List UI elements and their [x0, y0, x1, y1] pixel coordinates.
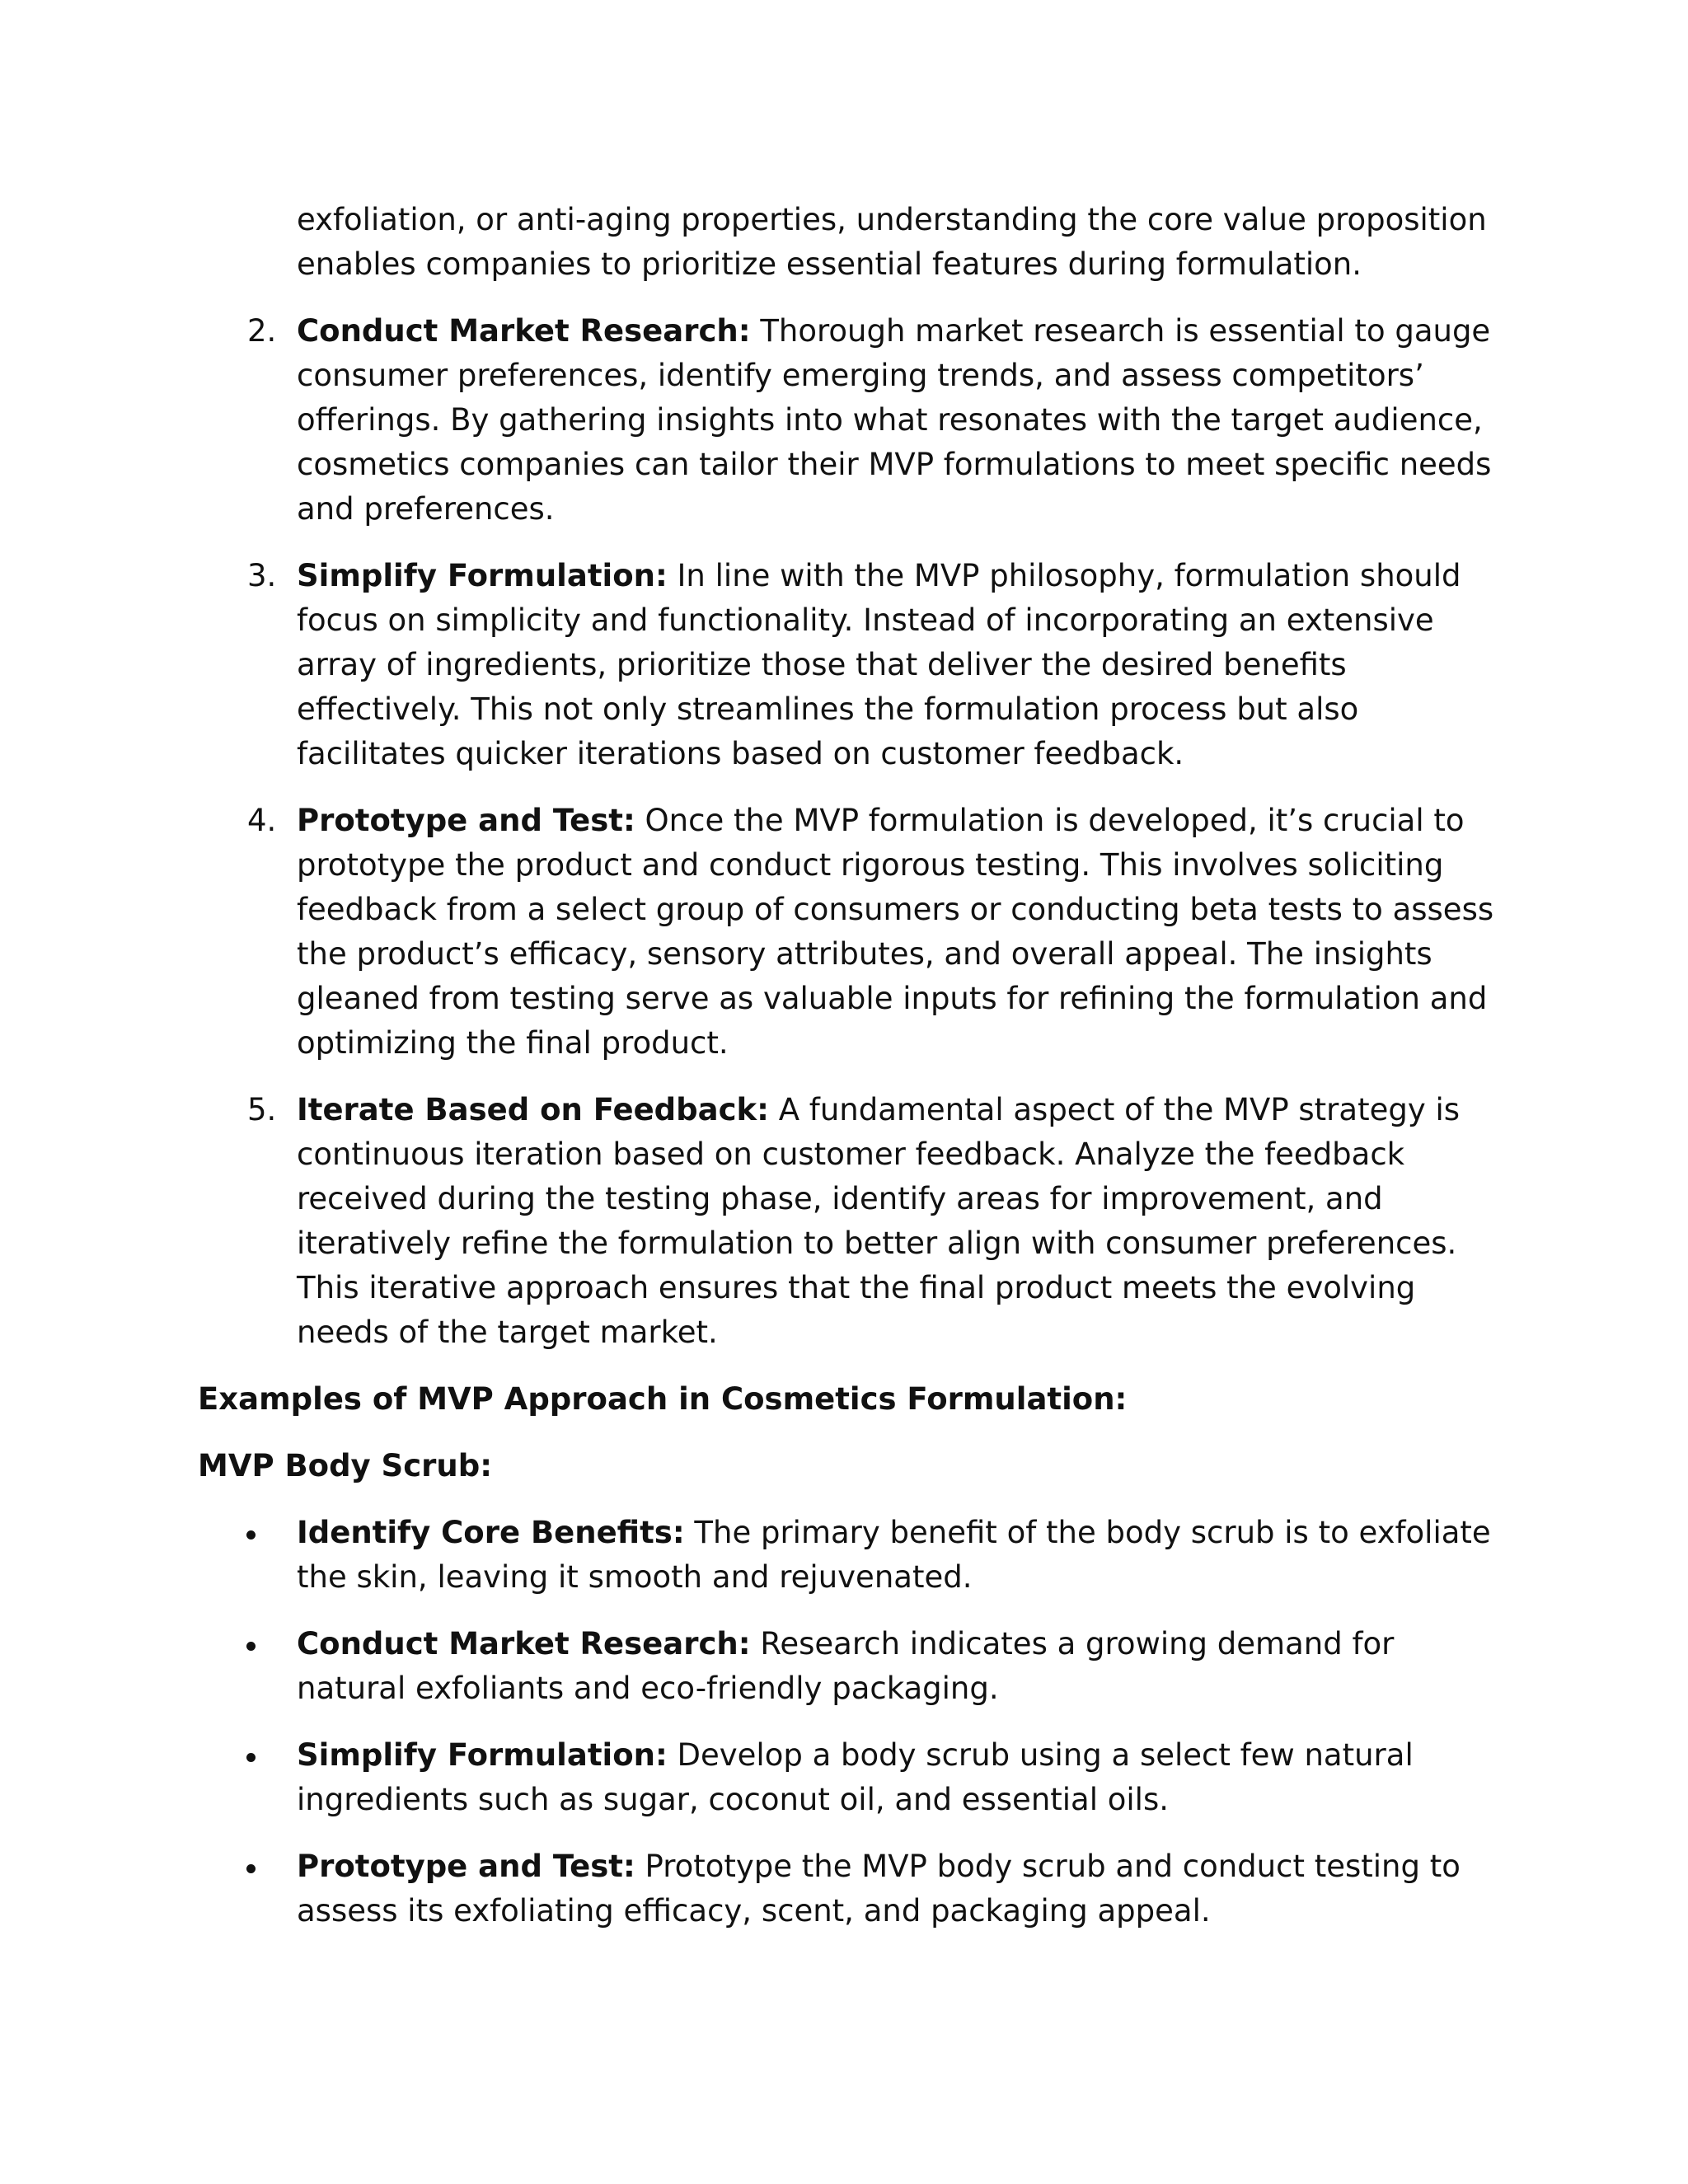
bullet-description: Research indicates a growing demand for natural exfoliants and eco-friendly packaging. — [297, 1626, 1395, 1706]
bullet-description: Develop a body scrub using a select few natural ingredients such as sugar, coconut oil, and essential oils. — [297, 1737, 1414, 1817]
body-scrub-bullet-list — [198, 1511, 1500, 1933]
step-description: Once the MVP formulation is developed, it’s crucial to prototype the product and conduct rigorous testing. This involves soliciting feedback from a select group of consumers or conducting beta tests to assess the product’s efficacy, sensory attributes, and overall appeal. The insights gleaned from testing serve as valuable inputs for refining the formulation and optimizing the final product. — [297, 803, 1494, 1061]
bullet-item — [198, 1622, 1500, 1711]
body-scrub-heading: MVP Body Scrub: — [198, 1448, 493, 1483]
continued-paragraph: exfoliation, or anti-aging properties, understanding the core value proposition enables companies to prioritize essential features during formulation. — [297, 202, 1487, 282]
bullet-item — [198, 1511, 1500, 1600]
bullet-description: Prototype the MVP body scrub and conduct testing to assess its exfoliating efficacy, scent, and packaging appeal. — [297, 1849, 1461, 1929]
bullet-icon — [246, 1530, 256, 1540]
numbered-steps-list — [198, 309, 1500, 1355]
step-term: Iterate Based on Feedback: — [297, 1092, 769, 1127]
step-number: 4. — [247, 803, 277, 838]
step-description: In line with the MVP philosophy, formulation should focus on simplicity and functionality. Instead of incorporating an extensive array of ingredients, prioritize those that deliver the desired benefits effectively. This not only streamlines the formulation process but also facilitates quicker iterations based on customer feedback. — [297, 558, 1461, 771]
bullet-item — [198, 1733, 1500, 1822]
bullet-term: Simplify Formulation: — [297, 1737, 668, 1773]
bullet-term: Identify Core Benefits: — [297, 1515, 685, 1550]
step-description: Thorough market research is essential to gauge consumer preferences, identify emerging trends, and assess competitors’ offerings. By gathering insights into what resonates with the target audience, cosmetics companies can tailor their MVP formulations to meet specific needs and preferences. — [297, 313, 1492, 527]
bullet-description: The primary benefit of the body scrub is to exfoliate the skin, leaving it smooth and rejuvenated. — [297, 1515, 1491, 1595]
step-number: 3. — [247, 558, 277, 593]
step-description: A fundamental aspect of the MVP strategy is continuous iteration based on customer feedback. Analyze the feedback received during the testing phase, identify areas for improvement, and iteratively refine the formulation to better align with consumer preferences. This iterative approach ensures that the final product meets the evolving needs of the target market. — [297, 1092, 1461, 1350]
step-term: Simplify Formulation: — [297, 558, 668, 593]
step-number: 5. — [247, 1092, 277, 1127]
numbered-step-item — [198, 554, 1500, 776]
bullet-icon — [246, 1864, 256, 1873]
step-number: 2. — [247, 313, 277, 349]
bullet-term: Prototype and Test: — [297, 1849, 635, 1884]
step-term: Conduct Market Research: — [297, 313, 751, 349]
bullet-term: Conduct Market Research: — [297, 1626, 751, 1661]
bullet-icon — [246, 1753, 256, 1762]
examples-heading: Examples of MVP Approach in Cosmetics Formulation: — [198, 1381, 1128, 1417]
numbered-step-item — [198, 1088, 1500, 1355]
step-term: Prototype and Test: — [297, 803, 635, 838]
document-body — [198, 198, 1500, 1956]
numbered-step-item — [198, 309, 1500, 532]
numbered-step-item — [198, 799, 1500, 1066]
bullet-icon — [246, 1642, 256, 1651]
bullet-item — [198, 1844, 1500, 1933]
